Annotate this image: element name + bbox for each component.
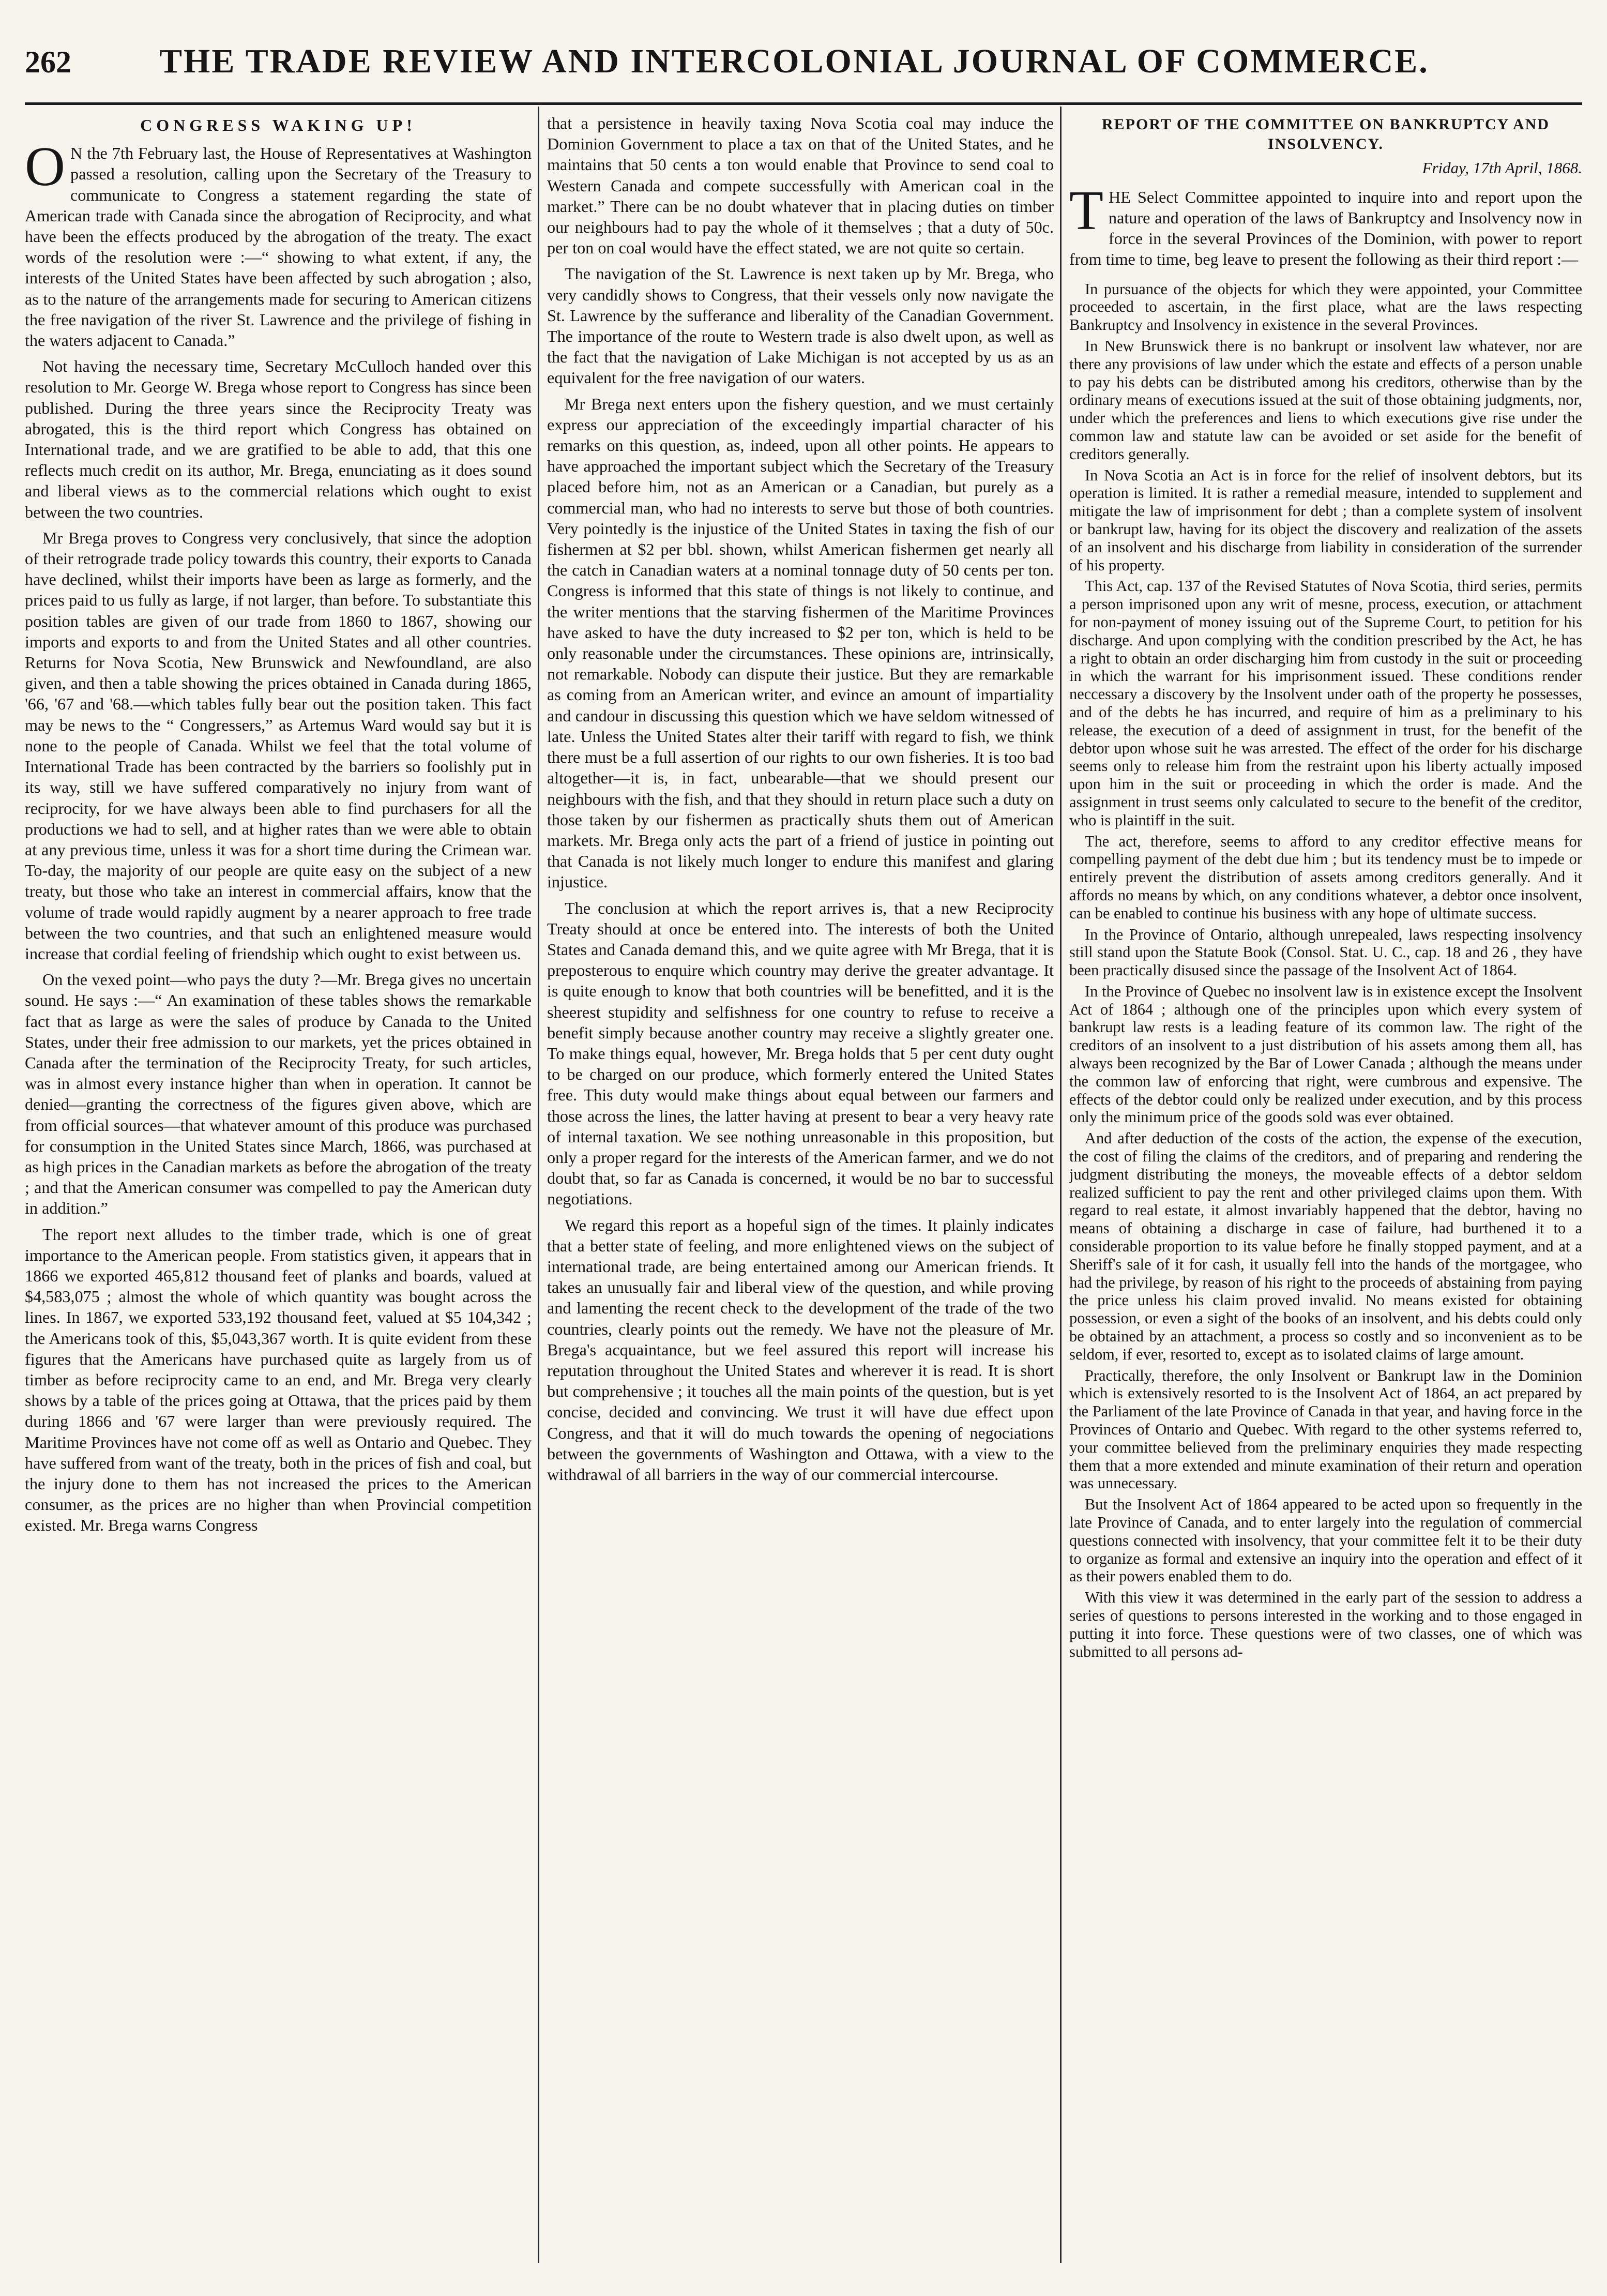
article-headline-congress: CONGRESS WAKING UP! <box>140 116 416 134</box>
column-3-committee-report <box>1069 113 1582 2264</box>
article-paragraph: We regard this report as a hopeful sign of the times. It plainly indicates that a better state of feeling, and more enlightened views on the subject of international trade, are being entertained among our American friends. It takes an unusually fair and liberal view of the question, and while proving and lamenting the recent check to the development of the trade of the two countries, clearly points out the remedy. We have not the pleasure of Mr. Brega's acquaintance, but we feel assured this report will increase his reputation throughout the United States and wherever it is read. It is short but comprehensive ; it touches all the main points of the question, but is yet concise, decided and convincing. We trust it will have due effect upon Congress, and that it will do much towards the opening of negociations between the governments of Washington and Ottawa, with a view to the withdrawal of all barriers in the way of our commercial intercourse. <box>547 1215 1054 1484</box>
article-paragraph: O N the 7th February last, the House of Representatives at Washington passed a resolution, calling upon the Secretary of the Treasury to communicate to Congress a statement regarding the state of American trade with Canada since the abrogation of Reciprocity, and what have been the effects produced by the abrogation of the treaty. The exact words of the resolution were :—“ showing to what extent, if any, the interests of the United States have been affected by such abrogation ; also, as to the nature of the arrangements made for securing to American citizens the free navigation of the river St. Lawrence and the privilege of fishing in the waters adjacent to Canada.” <box>25 136 532 350</box>
drop-cap: T <box>1069 179 1103 241</box>
report-intro <box>1069 179 1582 270</box>
report-date: Friday, 17th April, 1868. <box>1422 159 1582 177</box>
article-paragraph: The navigation of the St. Lawrence is next taken up by Mr. Brega, who very candidly shows to Congress, that their vessels only now navigate the St. Lawrence by the sufferance and liberality of the Canadian Government. The importance of the route to Western trade is also dwelt upon, as well as the fact that the navigation of Lake Michigan is not accepted by us as an equivalent for the free navigation of our waters. <box>547 264 1054 387</box>
column-divider-2 <box>1060 107 1062 2263</box>
report-intro-paragraph: THE Select Committee appointed to inquire into and report upon the nature and operation of the laws of Bankruptcy and Insolvency now in force in the several Provinces of the Dominion, with power to report from time to time, beg leave to present the following as their third report :— <box>1069 179 1582 269</box>
report-paragraph: In New Brunswick there is no bankrupt or insolvent law whatever, nor are there any provisions of law under which the estate and effects of a person unable to pay his debts can be distributed among his creditors, otherwise than by the ordinary means of executions issued at the suit of those obtaining judgments, nor, under which the preferences and liens to which executions give rise under the common law and statute law can be avoided or set aside for the benefit of creditors generally. <box>1069 337 1582 463</box>
report-paragraph: In the Province of Ontario, although unrepealed, laws respecting insolvency still stand upon the Statute Book (Consol. Stat. U. C., cap. 18 and 26 , they have been practically disused since the passage of the Insolvent Act of 1864. <box>1069 925 1582 979</box>
report-body <box>1069 280 1582 1661</box>
report-paragraph: In Nova Scotia an Act is in force for the relief of insolvent debtors, but its operation is limited. It is rather a remedial measure, intended to supplement and mitigate the law of imprisonment for debt ; than a complete system of insolvent or bankrupt law, having for its object the discovery and realization of the assets of an insolvent and his discharge from liability in consideration of the surrender of his property. <box>1069 466 1582 574</box>
report-paragraph: This Act, cap. 137 of the Revised Statutes of Nova Scotia, third series, permits a person imprisoned upon any writ of mesne, process, execution, or attachment for non-payment of money issuing out of the Supreme Court, to petition for his discharge. And upon complying with the condition prescribed by the Act, he has a right to obtain an order discharging him from custody in the suit or proceeding in which the warrant for his imprisonment issued. These conditions render neccessary a discovery by the Insolvent under oath of the property he possesses, and of the debts he has incurred, and require of him as a preliminary to his release, the execution of a deed of assignment in trust, for the benefit of the debtor upon whose suit he was arrested. The effect of the order for his discharge seems only to release him from the restraint upon his liberty actually imposed upon him in the suit or proceeding in which the order is made. And the assignment in trust seems only calculated to secure to the benefit of the creditor, who is plaintiff in the suit. <box>1069 577 1582 829</box>
article-paragraph: The report next alludes to the timber trade, which is one of great importance to the American people. From statistics given, it appears that in 1866 we exported 465,812 thousand feet of planks and boards, valued at $4,583,075 ; almost the whole of which quantity was bought across the lines. In 1867, we exported 533,192 thousand feet, valued at $5 104,342 ; the Americans took of this, $5,043,367 worth. It is quite evident from these figures that the Americans have purchased quite as largely from us of timber as before reciprocity came to an end, and Mr. Brega very clearly shows by a table of the prices going at Ottawa, that the prices paid by them during 1866 and '67 were larger than were previously required. The Maritime Provinces have not come off as well as Ontario and Quebec. They have suffered from want of the treaty, both in the prices of fish and coal, but the injury done to them has not increased the prices to the American consumer, as the prices are no higher than when Provincial competition existed. Mr. Brega warns Congress <box>25 1225 532 1535</box>
report-paragraph: The act, therefore, seems to afford to any creditor effective means for compelling payment of the debt due him ; but its tendency must be to impede or entirely prevent the distribution of assets among creditors generally. And it affords no means by which, on any conditions whatever, a debtor once insolvent, can be enabled to continue his business with any hope of ultimate success. <box>1069 832 1582 922</box>
article-paragraph: On the vexed point—who pays the duty ?—Mr. Brega gives no uncertain sound. He says :—“ An examination of these tables shows the remarkable fact that as large as were the sales of produce by Canada to the United States, under their free admission to our markets, yet the prices obtained in Canada after the termination of the Reciprocity Treaty, for such articles, was in almost every instance higher than when in operation. It cannot be denied—granting the correctness of the figures given above, which are from official sources—that whatever amount of this produce was purchased for consumption in the United States since March, 1866, was purchased at as high prices in the Canadian markets as before the abrogation of the treaty ; and that the American consumer was compelled to pay the American duty in addition.” <box>25 970 532 1218</box>
report-paragraph: Practically, therefore, the only Insolvent or Bankrupt law in the Dominion which is extensively resorted to is the Insolvent Act of 1864, an act prepared by the Parliament of the late Province of Canada in that year, and having force in the Provinces of Ontario and Quebec. With regard to the other systems referred to, your committee believed from the preliminary enquiries they made respecting them that a more extended and minute examination of their return and operation was unnecessary. <box>1069 1366 1582 1492</box>
journal-title: THE TRADE REVIEW AND INTERCOLONIAL JOURNAL OF COMMERCE. <box>159 42 1429 80</box>
report-paragraph: In pursuance of the objects for which they were appointed, your Committee proceeded to ascertain, in the first place, what are the laws respecting Bankruptcy and Insolvency in existence in the several Provinces. <box>1069 280 1582 334</box>
column-divider-1 <box>538 107 539 2263</box>
report-headline: REPORT OF THE COMMITTEE ON BANKRUPTCY AND INSOLVENCY. <box>1101 116 1550 153</box>
report-paragraph: And after deduction of the costs of the action, the expense of the execution, the cost of filing the claims of the creditors, and of preparing and rendering the judgment distributing the moneys, the moveable effects of a debtor seldom realized sufficient to pay the rent and other privileged claims upon them. With regard to real estate, it almost invariably happened that the debtor, having no means of obtaining a discharge in case of failure, had burthened it to a considerable proportion to its value before he finally stopped payment, and at a Sheriff's sale of it for cash, it usually fell into the hands of the mortgagee, who had the privilege, by reason of his right to the proceeds of abstaining from paying the price unless his claim proved invalid. No means existed for obtaining possession, or even a sight of the books of an insolvent, and his debts could only be obtained by an attachment, a process so costly and so inconvenient as to be seldom, if ever, resorted to, except as to isolated claims of large amount. <box>1069 1129 1582 1363</box>
drop-cap: O <box>25 136 65 198</box>
article-paragraph: Not having the necessary time, Secretary McCulloch handed over this resolution to Mr. George W. Brega whose report to Congress has since been published. During the three years since the Reciprocity Treaty was abrogated, this is the third report which Congress has obtained on International trade, and we are gratified to be able to add, that this one reflects much credit on its author, Mr. Brega, enunciating as it does sound and liberal views as to the commercial relations which ought to exist between the two countries. <box>25 357 532 521</box>
article-paragraph: Mr Brega proves to Congress very conclusively, that since the adoption of their retrograde trade policy towards this country, their exports to Canada have declined, whilst their imports have been as large as formerly, and the prices paid to us fully as large, if not larger, than before. To substantiate this position tables are given of our trade from 1860 to 1867, showing our imports and exports to and from the United States and all other countries. Returns for Nova Scotia, New Brunswick and Newfoundland, are also given, and then a table showing the prices obtained in Canada during 1865, '66, '67 and '68.—which tables fully bear out the position taken. This fact may be news to the “ Congressers,” as Artemus Ward would say but it is none to the people of Canada. Whilst we feel that the total volume of International Trade has been contracted by the barriers so foolishly put in its way, still we have suffered comparatively no injury from want of reciprocity, for we have always been able to find purchasers for all the productions we had to sell, and at higher rates than we were able to obtain at any previous time, unless it was for a short time during the Crimean war. To-day, the majority of our people are quite easy on the subject of a new treaty, but those who take an interest in commercial affairs, know that the volume of trade would rapidly augment by a nearer approach to free trade between the two countries, and that such an enlightened measure would increase that cordial feeling of friendship which ought to exist between us. <box>25 528 532 963</box>
header-rule <box>25 102 1582 105</box>
article-paragraph: Mr Brega next enters upon the fishery question, and we must certainly express our appreciation of the exceedingly impartial character of his remarks on this question, as, indeed, upon all other points. He appears to have approached the important subject which the Secretary of the Treasury placed before him, not as an American or a Canadian, but purely as a commercial man, who had no interests to serve but those of both countries. Very pointedly is the injustice of the United States in taxing the fish of our fishermen at $2 per bbl. shown, whilst American fishermen get nearly all the catch in Canadian waters at a nominal tonnage duty of 50 cents per ton. Congress is informed that this state of things is not likely to continue, and the writer mentions that the starving fishermen of the Maritime Provinces have asked to have the duty increased to $2 per ton, which is held to be only reasonable under the circumstances. These opinions are, intrinsically, not remarkable. Nobody can dispute their justice. But they are remarkable as coming from an American writer, and evince an amount of impartiality and candour in discussing this question which we have seldom witnessed of late. Unless the United States alter their tariff with regard to fish, we think there must be a full assertion of our rights to our own fisheries. It is too bad altogether—it is, in fact, unbearable—that we should present our neighbours with the fish, and that they should in return place such a duty on those taken by our fishermen as practically shuts them out of American markets. Mr. Brega only acts the part of a friend of justice in pointing out that Canada is not likely much longer to endure this manifest and glaring injustice. <box>547 394 1054 892</box>
page-header <box>25 41 1582 98</box>
report-paragraph: With this view it was determined in the early part of the session to address a series of questions to persons interested in the working and to those engaged in putting it into force. These questions were of two classes, one of which was submitted to all persons ad- <box>1069 1589 1582 1660</box>
column-1-article-congress <box>25 113 532 2264</box>
article-paragraph: The conclusion at which the report arrives is, that a new Reciprocity Treaty should at once be entered into. The interests of both the United States and Canada demand this, and we quite agree with Mr Brega, that it is preposterous to enquire which country may derive the greater advantage. It is quite enough to know that both countries will be benefitted, and it is the sheerest stupidity and selfishness for one country to refuse to receive a benefit simply because another country may receive a slightly greater one. To make things equal, however, Mr. Brega holds that 5 per cent duty ought to be charged on our produce, which formerly entered the United States free. This duty would make things about equal between our farmers and those across the lines, the latter having at present to bear a very heavy rate of internal taxation. We see nothing unreasonable in this proposition, but only a proper regard for the interests of the American farmer, and we do not doubt that, so far as Canada is concerned, it would be no bar to successful negotiations. <box>547 898 1054 1209</box>
column-2-article-continued <box>547 113 1054 2264</box>
page-number: 262 <box>25 45 71 79</box>
report-paragraph: But the Insolvent Act of 1864 appeared to be acted upon so frequently in the late Province of Canada, and to enter largely into the regulation of commercial questions connected with insolvency, that your committee felt it to be their duty to organize as formal and extensive an inquiry into the operation and effect of it as their powers enabled them to do. <box>1069 1496 1582 1585</box>
article-paragraph: that a persistence in heavily taxing Nova Scotia coal may induce the Dominion Government to place a tax on that of the United States, and he maintains that 50 cents a ton would enable that Province to send coal to Western Canada and compete successfully with American coal in the market.” There can be no doubt whatever that in placing duties on timber our neighbours had to pay the whole of it themselves ; that a duty of 50c. per ton on coal would have the effect stated, we are not quite so certain. <box>547 114 1054 258</box>
report-paragraph: In the Province of Quebec no insolvent law is in existence except the Insolvent Act of 1864 ; although one of the principles upon which every system of bankrupt law rests is a leading feature of its common law. The right of the creditors of an insolvent to a just distribution of his assets among them all, has always been recognized by the Bar of Lower Canada ; although the means under the common law of enforcing that right, were cumbrous and expensive. The effects of the debtor could only be realized under execution, and by this process only the minimum price of the goods sold was ever obtained. <box>1069 982 1582 1126</box>
